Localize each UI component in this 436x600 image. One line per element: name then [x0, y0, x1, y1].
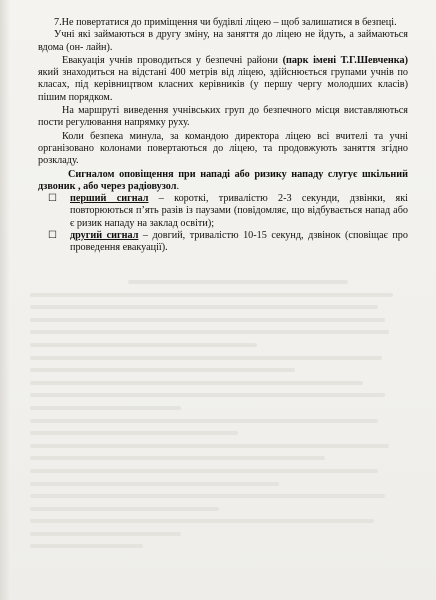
evacuation-text-end: який знаходиться на відстані 400 метрів від ліцею, здійснюється групами учнів по класах, під керівництвом класних керівників (у першу чергу молодших класів) пішим порядком.: [38, 67, 408, 103]
paragraph-return: Коли безпека минула, за командою директора ліцею всі вчителі та учні організовано колонами повертаються до ліцею, та продовжують заняття згідно розкладу.: [38, 130, 408, 167]
checkbox-bullet-icon: ☐: [48, 193, 57, 205]
paragraph-step-7: 7.Не повертатися до приміщення чи будівлі ліцею – щоб залишатися в безпеці.: [54, 17, 397, 28]
document-text: [38, 17, 408, 255]
paragraph-route-posts: На маршруті виведення учнівських груп до безпечного місця виставляються пости регулювання напрямку руху.: [38, 105, 408, 129]
first-signal-label: перший сигнал: [70, 193, 149, 205]
paragraph-evacuation: [38, 55, 408, 104]
list-item-first-signal: [38, 193, 408, 230]
paragraph-second-shift: Учні які займаються в другу зміну, на заняття до ліцею не йдуть, а займаються вдома (он- лайн).: [38, 29, 408, 53]
list-item-second-signal: [38, 230, 408, 255]
first-signal-description: – короткі, тривалістю 2-3 секунди, дзвінки, які повторюються п’ять разів із паузами (повідомляє, що відбувається напад або є ризик нападу на заклад освіти);: [70, 193, 408, 229]
checkbox-bullet-icon: ☐: [48, 230, 57, 242]
faded-show-through-text: [30, 280, 408, 557]
evacuation-park-name: (парк імені Т.Г.Шевченка): [282, 54, 408, 66]
signal-list: [38, 193, 408, 254]
second-signal-description: – довгий, тривалістю 10-15 секунд, дзвінок (сповіщає про проведення евакуації).: [70, 230, 408, 254]
signals-intro-bold: Сигналом оповіщення при нападі або ризику нападу слугує шкільний дзвоник , або через радіовузол: [38, 168, 408, 192]
second-signal-label: другий сигнал: [70, 230, 139, 242]
page-shadow-edge: [0, 0, 10, 600]
evacuation-text-start: Евакуація учнів проводиться у безпечні райони: [62, 54, 283, 66]
paragraph-signals-intro: [38, 169, 408, 194]
signals-intro-tail: .: [176, 180, 180, 192]
